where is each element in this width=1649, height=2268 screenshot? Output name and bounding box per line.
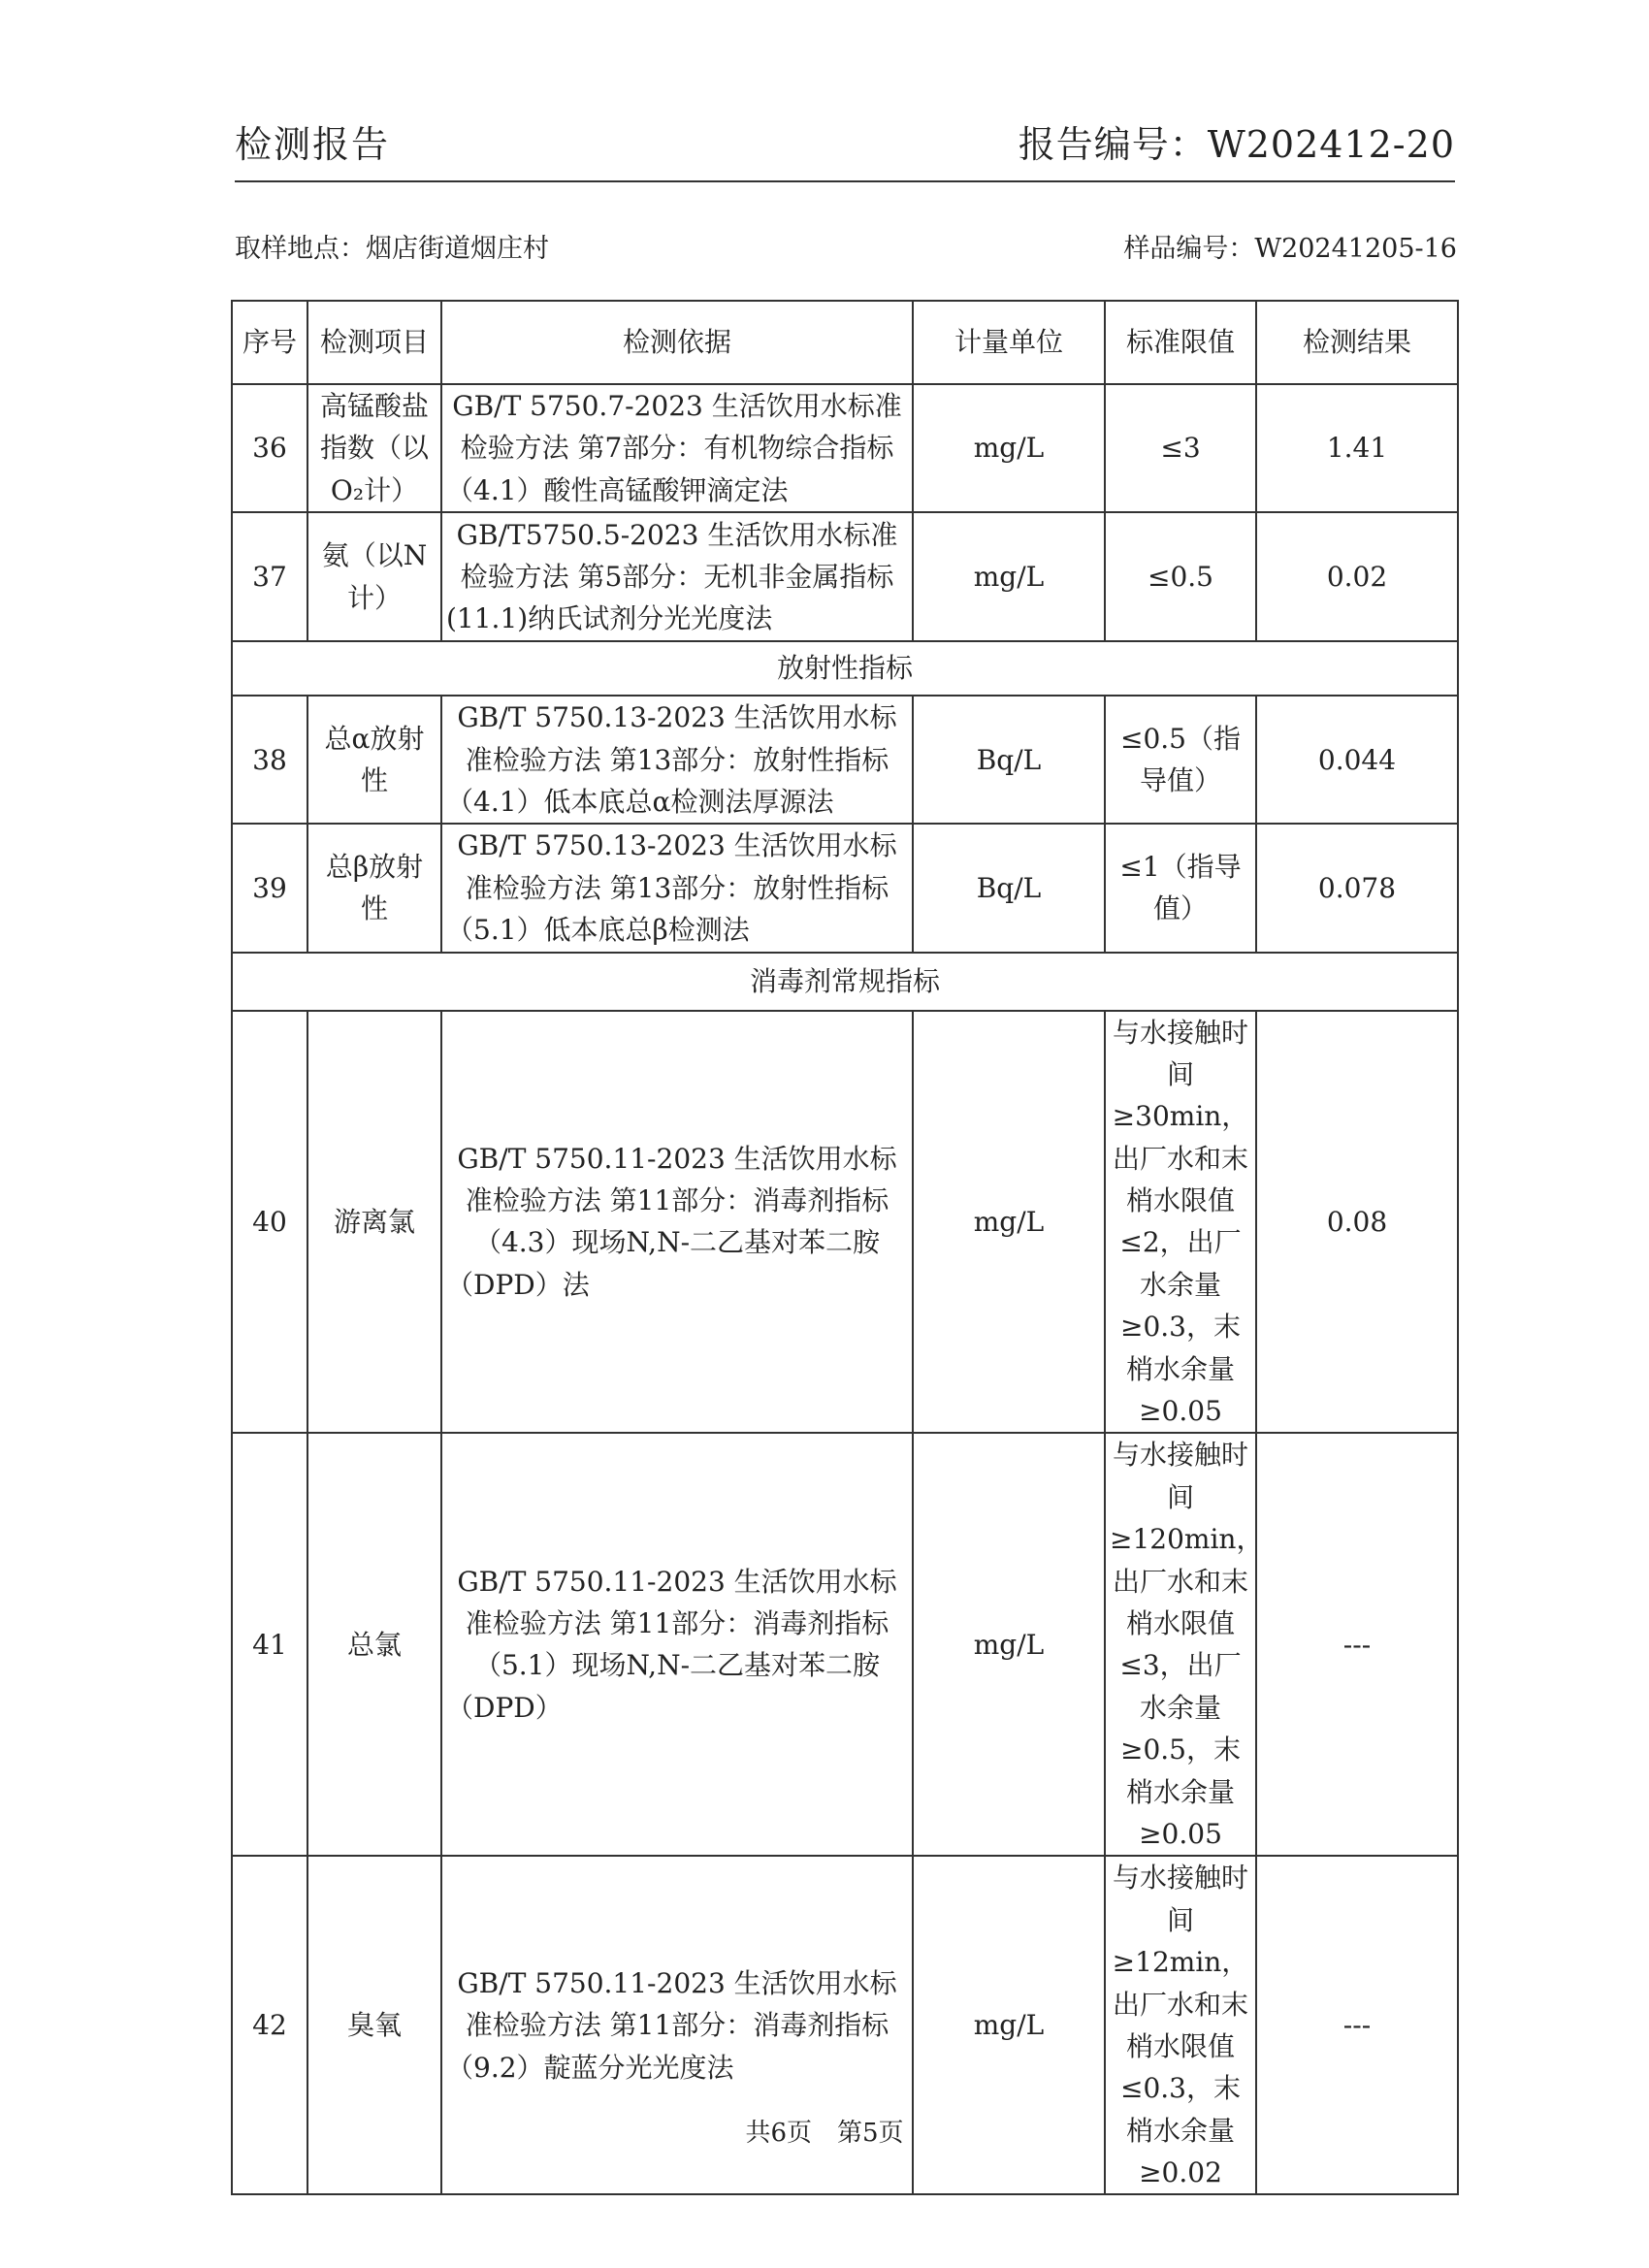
row-item: 总氯 xyxy=(307,1433,441,1856)
row-result: 0.044 xyxy=(1256,696,1458,824)
row-item: 总α放射性 xyxy=(307,696,441,824)
row-item: 臭氧 xyxy=(307,1856,441,2194)
row-basis: GB/T5750.5-2023 生活饮用水标准检验方法 第5部分：无机非金属指标(11.1)纳氏试剂分光光度法 xyxy=(441,512,913,641)
row-result: 0.08 xyxy=(1256,1011,1458,1434)
row-unit: mg/L xyxy=(913,1011,1105,1434)
row-item: 氨（以N计） xyxy=(307,512,441,641)
row-limit: ≤1（指导值） xyxy=(1105,824,1256,952)
row-limit: 与水接触时间≥12min，出厂水和末梢水限值≤0.3，末梢水余量≥0.02 xyxy=(1105,1856,1256,2194)
row-limit: ≤0.5 xyxy=(1105,512,1256,641)
header-limit: 标准限值 xyxy=(1105,301,1256,384)
header-basis: 检测依据 xyxy=(441,301,913,384)
row-no: 41 xyxy=(232,1433,307,1856)
table-row xyxy=(232,512,1458,641)
section-row xyxy=(232,953,1458,1011)
table-row xyxy=(232,1433,1458,1856)
row-unit: mg/L xyxy=(913,1856,1105,2194)
row-unit: mg/L xyxy=(913,384,1105,512)
row-basis: GB/T 5750.11-2023 生活饮用水标准检验方法 第11部分：消毒剂指标（5.1）现场N,N-二乙基对苯二胺（DPD） xyxy=(441,1433,913,1856)
row-basis: GB/T 5750.7-2023 生活饮用水标准检验方法 第7部分：有机物综合指标（4.1）酸性高锰酸钾滴定法 xyxy=(441,384,913,512)
header-divider xyxy=(235,180,1455,182)
row-item: 高锰酸盐指数（以O₂计） xyxy=(307,384,441,512)
row-unit: mg/L xyxy=(913,512,1105,641)
row-basis: GB/T 5750.13-2023 生活饮用水标准检验方法 第13部分：放射性指标（4.1）低本底总α检测法厚源法 xyxy=(441,696,913,824)
table-row xyxy=(232,384,1458,512)
row-no: 40 xyxy=(232,1011,307,1434)
row-unit: mg/L xyxy=(913,1433,1105,1856)
table-row xyxy=(232,1011,1458,1434)
row-result: --- xyxy=(1256,1856,1458,2194)
row-result: 0.02 xyxy=(1256,512,1458,641)
row-limit: 与水接触时间≥120min，出厂水和末梢水限值≤3，出厂水余量≥0.5，末梢水余量≥0.05 xyxy=(1105,1433,1256,1856)
page-footer: 共6页 第5页 xyxy=(745,2119,904,2148)
row-no: 36 xyxy=(232,384,307,512)
header-result: 检测结果 xyxy=(1256,301,1458,384)
test-results-table xyxy=(231,300,1459,2195)
report-title: 检测报告 xyxy=(235,123,391,166)
section-radioactivity: 放射性指标 xyxy=(232,641,1458,696)
row-no: 39 xyxy=(232,824,307,952)
section-row xyxy=(232,641,1458,696)
row-limit: ≤3 xyxy=(1105,384,1256,512)
table-row xyxy=(232,824,1458,952)
report-number: 报告编号：W202412-20 xyxy=(1018,123,1455,166)
row-item: 总β放射性 xyxy=(307,824,441,952)
row-no: 37 xyxy=(232,512,307,641)
table-header-row xyxy=(232,301,1458,384)
row-limit: ≤0.5（指导值） xyxy=(1105,696,1256,824)
sampling-location: 取样地点：烟店街道烟庄村 xyxy=(235,234,549,264)
row-basis: GB/T 5750.11-2023 生活饮用水标准检验方法 第11部分：消毒剂指标（4.3）现场N,N-二乙基对苯二胺（DPD）法 xyxy=(441,1011,913,1434)
section-disinfectant: 消毒剂常规指标 xyxy=(232,953,1458,1011)
row-basis: GB/T 5750.11-2023 生活饮用水标准检验方法 第11部分：消毒剂指标（9.2）靛蓝分光光度法 xyxy=(441,1856,913,2194)
row-basis: GB/T 5750.13-2023 生活饮用水标准检验方法 第13部分：放射性指标（5.1）低本底总β检测法 xyxy=(441,824,913,952)
sample-number: 样品编号：W20241205-16 xyxy=(1123,234,1457,264)
row-unit: Bq/L xyxy=(913,824,1105,952)
header-unit: 计量单位 xyxy=(913,301,1105,384)
header-no: 序号 xyxy=(232,301,307,384)
row-no: 38 xyxy=(232,696,307,824)
header-item: 检测项目 xyxy=(307,301,441,384)
row-limit: 与水接触时间≥30min，出厂水和末梢水限值≤2，出厂水余量≥0.3，末梢水余量≥0.05 xyxy=(1105,1011,1256,1434)
row-item: 游离氯 xyxy=(307,1011,441,1434)
row-unit: Bq/L xyxy=(913,696,1105,824)
table-row xyxy=(232,696,1458,824)
row-result: 0.078 xyxy=(1256,824,1458,952)
row-no: 42 xyxy=(232,1856,307,2194)
row-result: 1.41 xyxy=(1256,384,1458,512)
row-result: --- xyxy=(1256,1433,1458,1856)
seal-stamp-fragment xyxy=(1593,989,1639,1222)
